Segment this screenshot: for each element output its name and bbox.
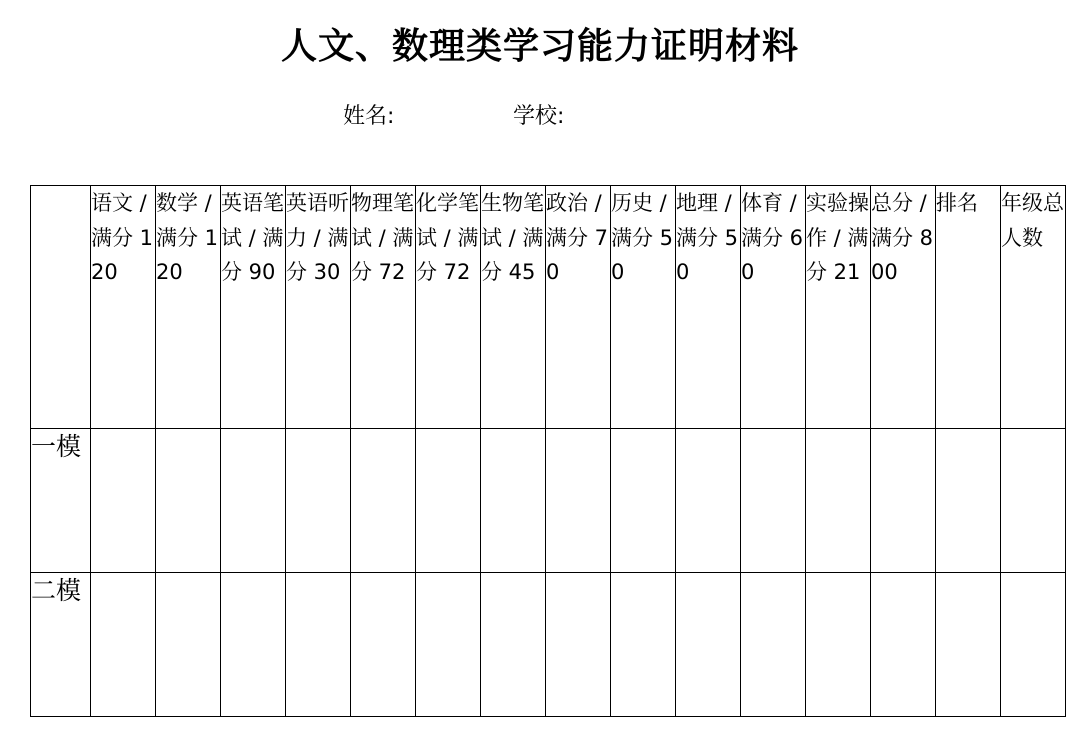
score-cell[interactable]: [351, 429, 416, 573]
score-cell[interactable]: [416, 429, 481, 573]
name-label: 姓名:: [343, 104, 395, 129]
score-cell[interactable]: [936, 429, 1001, 573]
score-cell[interactable]: [611, 573, 676, 717]
column-header-biology-written: 生物笔试 / 满分 45: [481, 186, 546, 429]
column-header-chinese: 语文 / 满分 120: [91, 186, 156, 429]
column-header-politics: 政治 / 满分 70: [546, 186, 611, 429]
score-cell[interactable]: [286, 573, 351, 717]
score-cell[interactable]: [1001, 429, 1066, 573]
score-cell[interactable]: [351, 573, 416, 717]
score-cell[interactable]: [1001, 573, 1066, 717]
score-cell[interactable]: [416, 573, 481, 717]
table-row-first-mock: [31, 429, 1066, 573]
score-cell[interactable]: [221, 429, 286, 573]
score-cell[interactable]: [871, 573, 936, 717]
score-cell[interactable]: [676, 429, 741, 573]
column-header-english-written: 英语笔试 / 满分 90: [221, 186, 286, 429]
score-cell[interactable]: [806, 429, 871, 573]
column-header-total: 总分 / 满分 800: [871, 186, 936, 429]
score-cell[interactable]: [676, 573, 741, 717]
score-cell[interactable]: [156, 429, 221, 573]
score-cell[interactable]: [286, 429, 351, 573]
column-header-history: 历史 / 满分 50: [611, 186, 676, 429]
score-cell[interactable]: [481, 429, 546, 573]
score-cell[interactable]: [546, 429, 611, 573]
score-cell[interactable]: [611, 429, 676, 573]
corner-cell: [31, 186, 91, 429]
column-header-chemistry-written: 化学笔试 / 满分 72: [416, 186, 481, 429]
score-cell[interactable]: [221, 573, 286, 717]
score-cell[interactable]: [156, 573, 221, 717]
column-header-grade-total: 年级总人数: [1001, 186, 1066, 429]
column-header-english-listening: 英语听力 / 满分 30: [286, 186, 351, 429]
score-cell[interactable]: [936, 573, 1001, 717]
document-title: 人文、数理类学习能力证明材料: [280, 26, 799, 67]
score-cell[interactable]: [481, 573, 546, 717]
score-cell[interactable]: [91, 573, 156, 717]
grades-table: [30, 185, 1066, 717]
column-header-rank: 排名: [936, 186, 1001, 429]
row-label-second-mock: 二模: [31, 573, 91, 717]
score-cell[interactable]: [546, 573, 611, 717]
score-cell[interactable]: [871, 429, 936, 573]
score-cell[interactable]: [806, 573, 871, 717]
score-cell[interactable]: [91, 429, 156, 573]
table-row-second-mock: [31, 573, 1066, 717]
column-header-pe: 体育 / 满分 60: [741, 186, 806, 429]
score-cell[interactable]: [741, 573, 806, 717]
school-label: 学校:: [513, 104, 565, 129]
column-header-lab: 实验操作 / 满分 21: [806, 186, 871, 429]
column-header-physics-written: 物理笔试 / 满分 72: [351, 186, 416, 429]
score-cell[interactable]: [741, 429, 806, 573]
column-header-math: 数学 / 满分 120: [156, 186, 221, 429]
header-row: [31, 186, 1066, 429]
column-header-geography: 地理 / 满分 50: [676, 186, 741, 429]
row-label-first-mock: 一模: [31, 429, 91, 573]
